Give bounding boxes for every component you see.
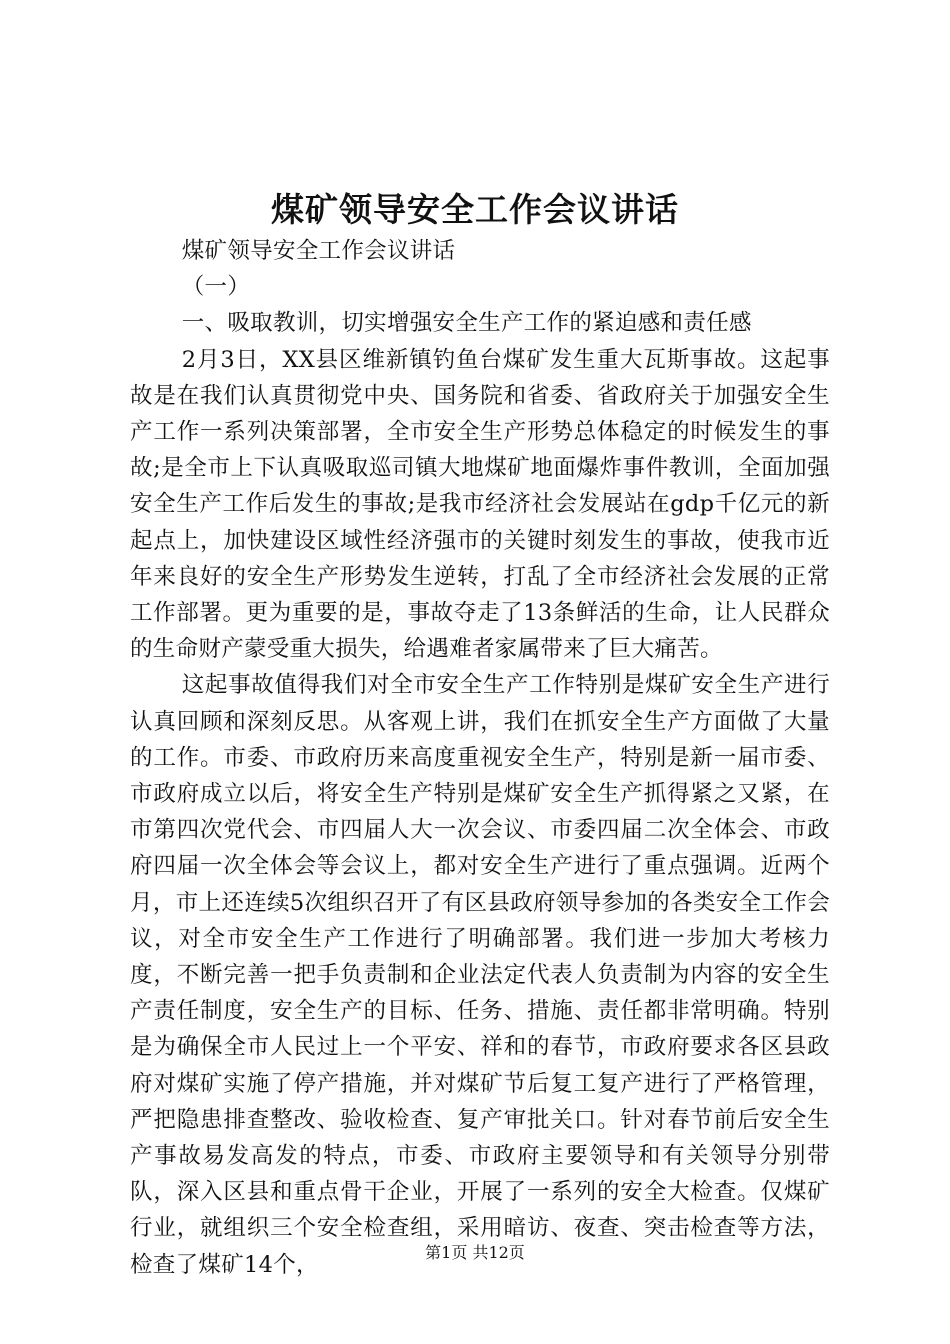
document-title: 煤矿领导安全工作会议讲话 [271,190,679,229]
section-marker: （一） [181,274,251,301]
document-subtitle: 煤矿领导安全工作会议讲话 [181,238,456,264]
page-number-footer: 第1页 共12页 [425,1243,525,1262]
paragraph-2: 这起事故值得我们对全市安全生产工作特别是煤矿安全生产进行认真回顾和深刻反思。从客观上讲，我们在抓安全生产方面做了大量的工作。市委、市政府历来高度重视安全生产，特别是新一届市委、市政府成立以后，将安全生产特别是煤矿安全生产抓得紧之又紧，在市第四次党代会、市四届人大一次会议、市委四届二次全体会、市政府四届一次全体会等会议上，都对安全生产进行了重点强调。近两个月，市上还连续5次组织召开了有区县政府领导参加的各类安全工作会议，对全市安全生产工作进行了明确部署。我们进一步加大考核力度，不断完善一把手负责制和企业法定代表人负责制为内容的安全生产责任制度，安全生产的目标、任务、措施、责任都非常明确。特别是为确保全市人民过上一个平安、祥和的春节，市政府要求各区县政府对煤矿实施了停产措施，并对煤矿节后复工复产进行了严格管理，严把隐患排查整改、验收检查、复产审批关口。针对春节前后安全生产事故易发高发的特点，市委、市政府主要领导和有关领导分别带队，深入区县和重点骨干企业，开展了一系列的安全大检查。仅煤矿行业，就组织三个安全检查组，采用暗访、夜查、突击检查等方法，检查了煤矿14个， [130,672,830,1278]
paragraph-1: 2月3日，XX县区维新镇钓鱼台煤矿发生重大瓦斯事故。这起事故是在我们认真贯彻党中央、国务院和省委、省政府关于加强安全生产工作一系列决策部署，全市安全生产形势总体稳定的时候发生的事故;是全市上下认真吸取巡司镇大地煤矿地面爆炸事件教训，全面加强安全生产工作后发生的事故;是我市经济社会发展站在gdp千亿元的新起点上，加快建设区域性经济强市的关键时刻发生的事故，使我市近年来良好的安全生产形势发生逆转，打乱了全市经济社会发展的正常工作部署。更为重要的是，事故夺走了13条鲜活的生命，让人民群众的生命财产蒙受重大损失，给遇难者家属带来了巨大痛苦。 [130,346,830,663]
section-heading: 一、吸取教训，切实增强安全生产工作的紧迫感和责任感 [181,310,752,337]
document-body [130,233,830,1283]
